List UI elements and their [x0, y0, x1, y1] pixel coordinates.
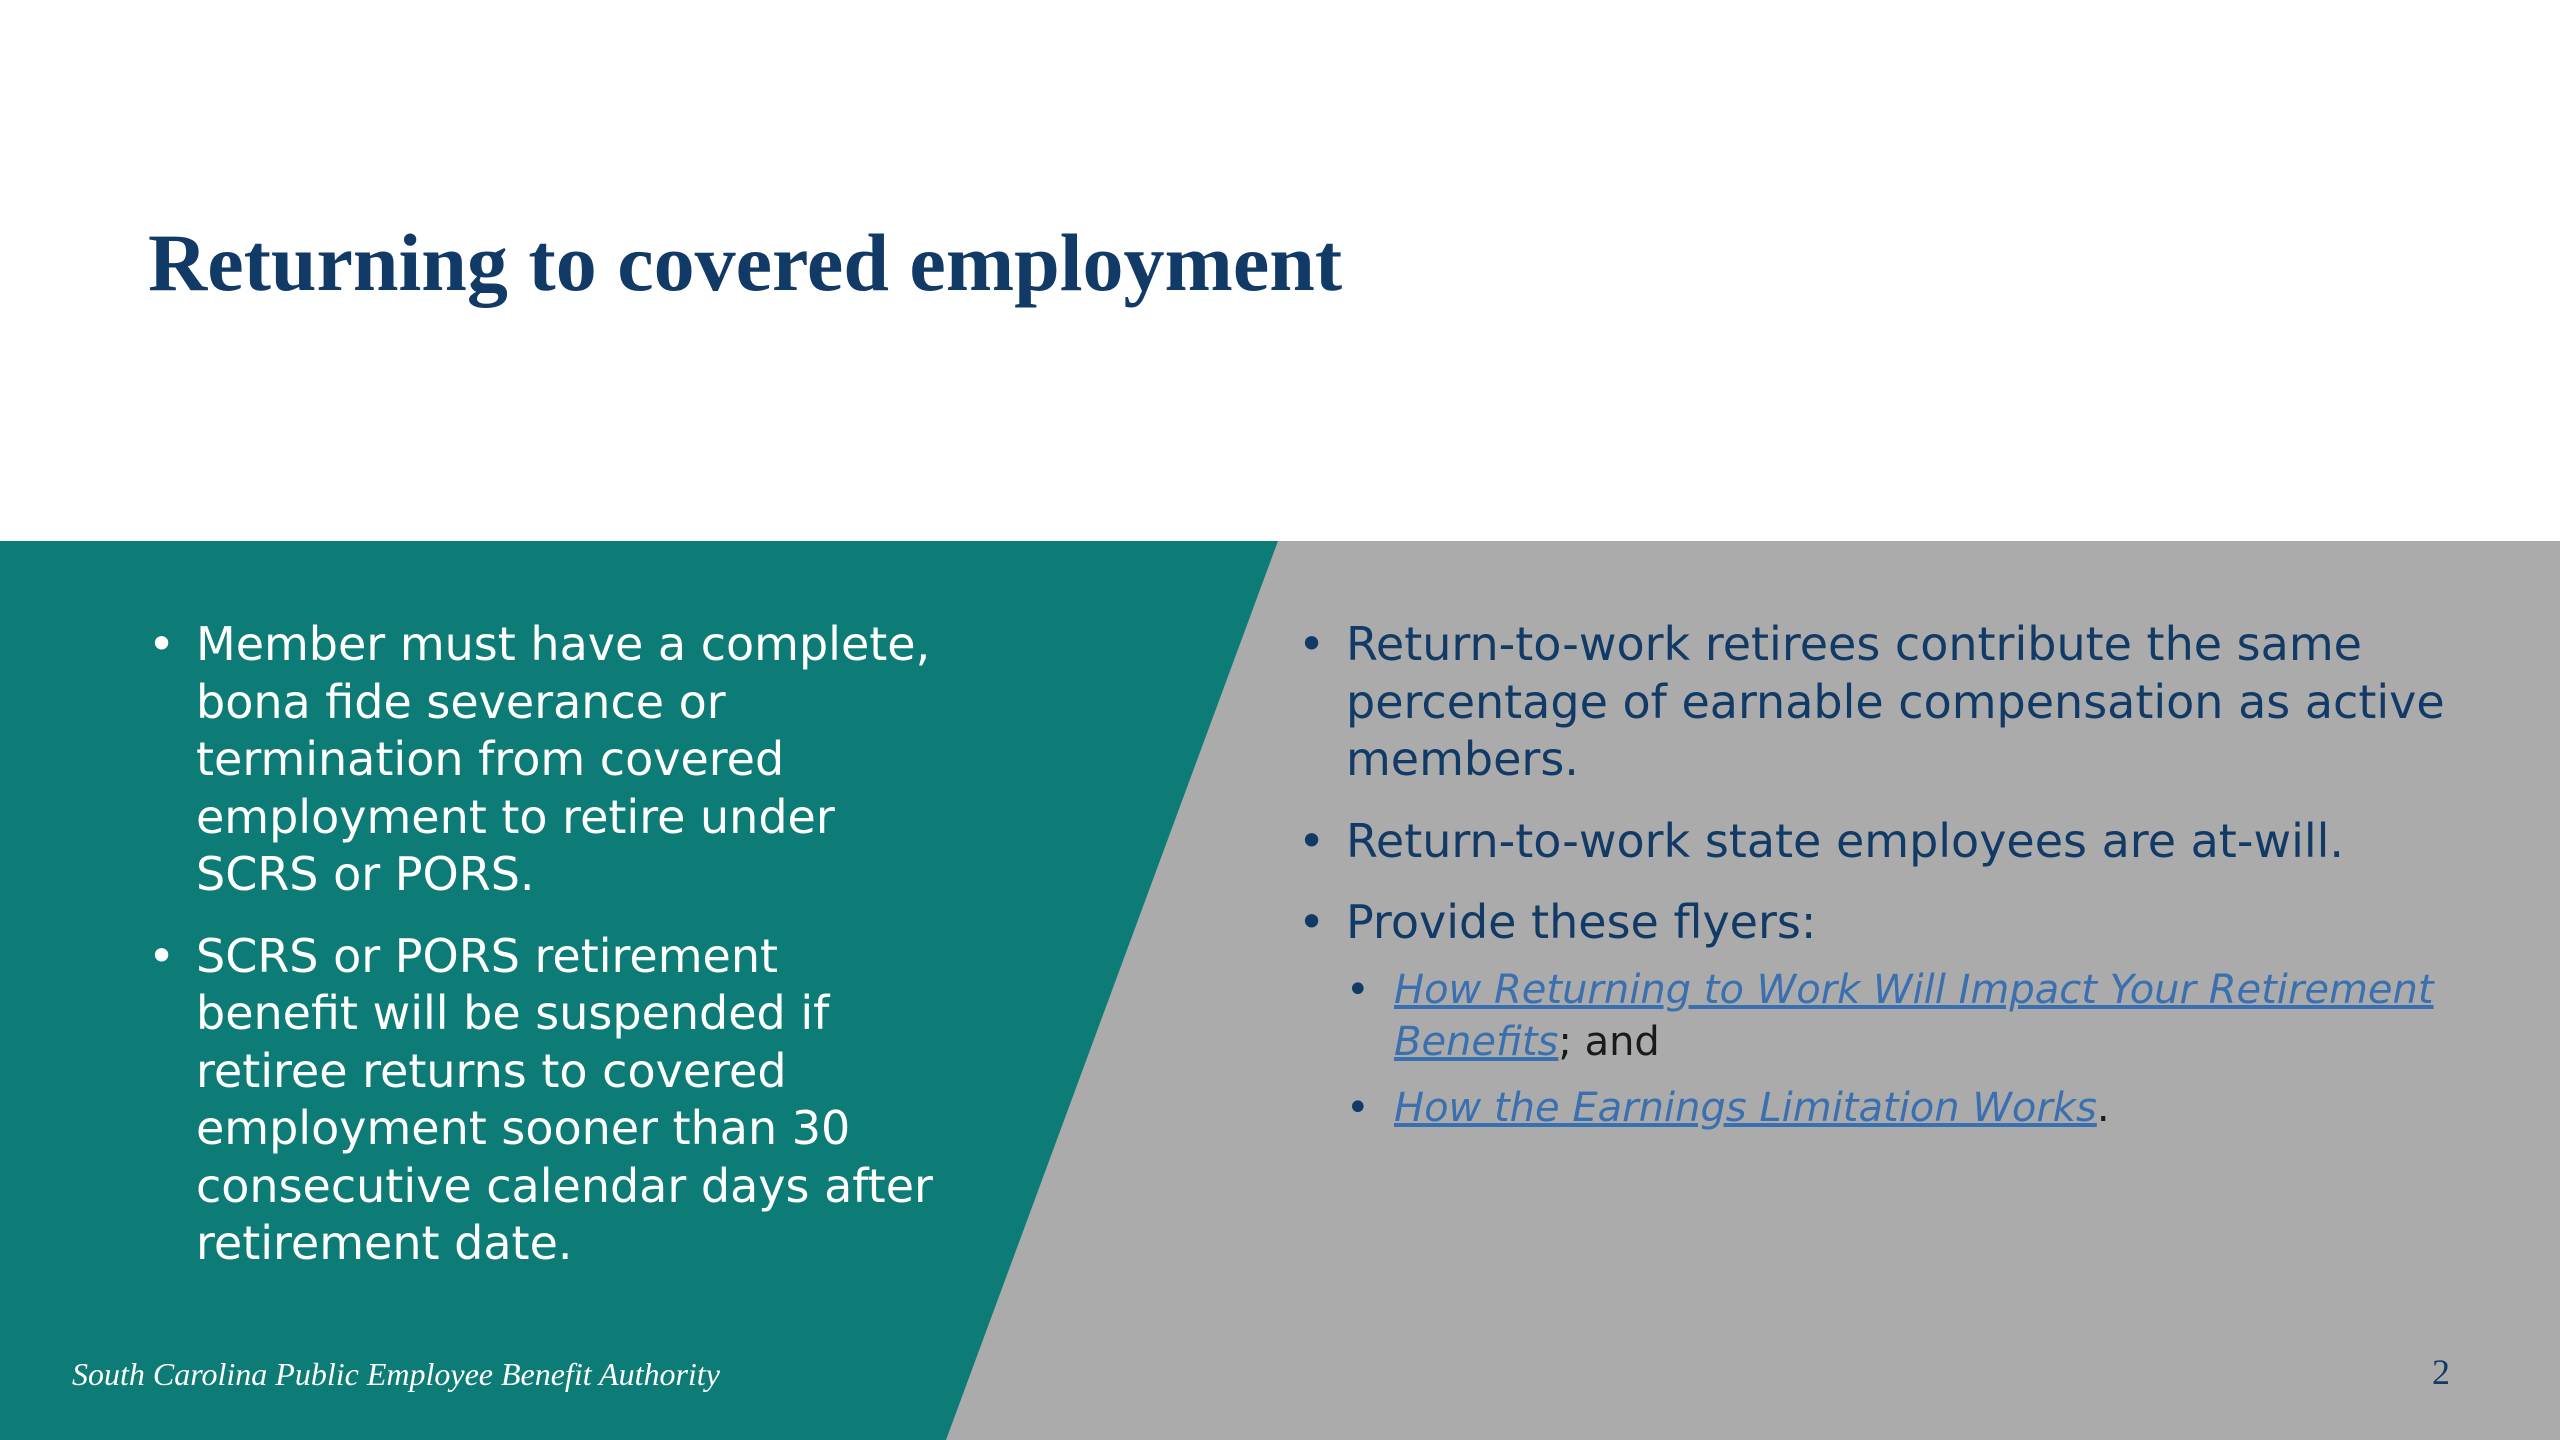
slide-title: Returning to covered employment	[148, 217, 1343, 308]
right-bullet-item: • Return-to-work retirees contribute the same percentage of earnable compensation as active members.	[1298, 616, 2468, 789]
left-bullet-item: • Member must have a complete, bona fide severance or termination from covered employment to retire under SCRS or PORS.	[148, 616, 938, 904]
flyers-label: Provide these flyers:	[1346, 895, 1817, 949]
right-bullet-list	[1298, 616, 2468, 1158]
flyer-sub-list	[1346, 964, 2468, 1134]
right-bullet-item-flyers	[1298, 894, 2468, 1134]
flyer-item	[1346, 1082, 2468, 1134]
right-bullet-item: • Return-to-work state employees are at-will.	[1298, 813, 2468, 871]
page-number: 2	[2432, 1352, 2450, 1392]
left-bullet-list	[148, 616, 938, 1297]
flyer-suffix: ; and	[1558, 1018, 1660, 1065]
flyer-item	[1346, 964, 2468, 1068]
flyer-link-earnings-limitation[interactable]: How the Earnings Limitation Works	[1394, 1084, 2097, 1131]
flyer-link-returning-to-work[interactable]: How Returning to Work Will Impact Your Retirement Benefits	[1394, 966, 2434, 1065]
footer-organization: South Carolina Public Employee Benefit Authority	[72, 1356, 720, 1392]
left-bullet-item: • SCRS or PORS retirement benefit will be suspended if retiree returns to covered employment sooner than 30 consecutive calendar days after retirement date.	[148, 928, 938, 1273]
flyer-suffix: .	[2096, 1084, 2110, 1131]
